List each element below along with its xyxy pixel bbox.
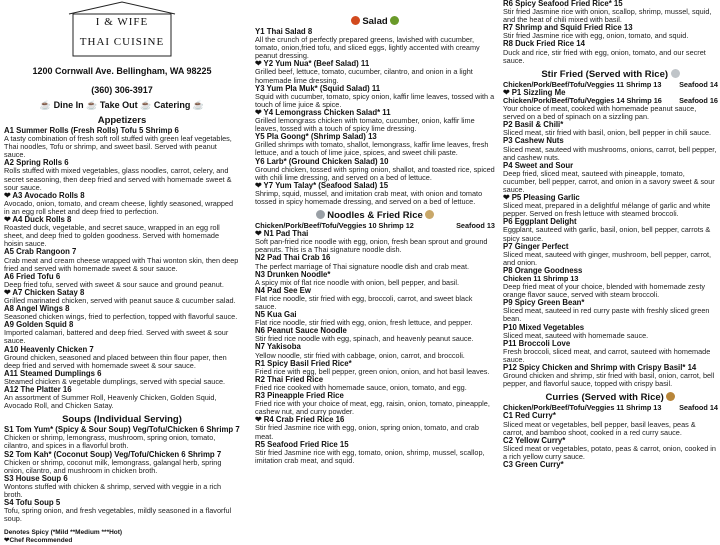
- menu-item: [255, 271, 495, 287]
- menu-item-description: Tofu, spring onion, and fresh vegetables, mildly seasoned in a flavorful soup.: [4, 506, 232, 524]
- menu-item: [255, 376, 495, 392]
- menu-item-name: Y5 Pla Goong* (Shrimp Salad) 13: [255, 132, 377, 142]
- middle-column: [255, 0, 495, 465]
- menu-item: [255, 28, 495, 60]
- menu-item-description: Deep fried, sliced meat, sauteed with pineapple, tomato, cucumber, bell pepper, carrot, and onion in a savory sweet & sour sauce.: [503, 168, 715, 194]
- menu-item: [503, 89, 718, 121]
- menu-item-description: Sliced meat, sauteed with ginger, mushroom, bell pepper, carrot, and onion.: [503, 249, 712, 267]
- menu-item: [503, 267, 718, 299]
- menu-item-name: ❤ Y2 Yum Nua* (Beef Salad) 11: [255, 59, 370, 69]
- legend-chef: ❤Chef Recommended: [4, 537, 73, 545]
- menu-item-name: N2 Pad Thai Crab 16: [255, 253, 331, 263]
- menu-item-name: ❤ P1 Sizzling Me: [503, 87, 566, 97]
- menu-item-description: Grilled beef, lettuce, tomato, cucumber, cilantro, and onion in a light homemade lime dressing.: [255, 67, 473, 85]
- menu-item-name: R2 Thai Fried Rice: [255, 374, 324, 384]
- noodles-heading: Noodles & Fried Rice: [327, 210, 423, 222]
- left-column: [4, 0, 240, 545]
- menu-item: [503, 340, 718, 364]
- menu-item-name: R1 Spicy Basil Fried Rice*: [255, 358, 352, 368]
- menu-item-name: Y3 Yum Pla Muk* (Squid Salad) 11: [255, 83, 381, 93]
- bowl-icon: [316, 210, 325, 219]
- menu-item-description: Sliced meat, prepared in a delightful mélange of garlic and white pepper. Served on fresh lettuce with steamed broccoli.: [503, 201, 711, 219]
- menu-item-name: N3 Drunken Noodle*: [255, 269, 331, 279]
- menu-item-description: Sliced meat, sauteed with mushrooms, onions, carrot, bell pepper, and cashew nuts.: [503, 144, 717, 162]
- menu-item: [4, 370, 240, 386]
- menu-item: [4, 248, 240, 272]
- menu-item: [255, 85, 495, 109]
- menu-item: [255, 343, 495, 359]
- menu-item-name: P10 Mixed Vegetables: [503, 322, 585, 332]
- menu-item-name: N6 Peanut Sauce Noodle: [255, 326, 347, 336]
- leaf-icon: [390, 16, 399, 25]
- soups-heading: Soups (Individual Serving): [62, 414, 182, 426]
- menu-item: [503, 121, 718, 137]
- menu-item-description: Deep fried meat of your choice, blended with homemade zesty orange flavor sauce, served with steam broccoli.: [503, 282, 705, 300]
- menu-item-description: Sliced meat or vegetables, bell pepper, basil leaves, peas & carrot, and bamboo shoot, cooked in a red curry sauce.: [503, 419, 696, 437]
- service-options: ☕ Dine In ☕ Take Out ☕ Catering ☕: [39, 100, 205, 110]
- menu-item-description: Fried rice with your choice of meat, egg, raisin, onion, tomato, pineapple, cashew nut, and curry powder.: [255, 399, 490, 417]
- menu-item-name: Y6 Larb* (Ground Chicken Salad) 10: [255, 156, 389, 166]
- menu-item: [503, 194, 718, 218]
- menu-item: [255, 287, 495, 311]
- menu-item-description: Chicken or shrimp, lemongrass, mushroom, spring onion, tomato, cilantro, and spices in a flavorful broth.: [4, 433, 216, 451]
- restaurant-phone: (360) 306-3917: [91, 85, 153, 95]
- menu-item-description: Fried rice cooked with homemade sauce, onion, tomato, and egg.: [255, 382, 467, 392]
- menu-item: [255, 311, 495, 327]
- menu-item-name: R6 Spicy Seafood Fried Rice* 15: [503, 0, 623, 8]
- menu-item-description: Fresh broccoli, sliced meat, and carrot, sauteed with homemade sauce.: [503, 346, 711, 364]
- menu-item-description: Duck and rice, stir fried with egg, onion, tomato, and our secret sauce.: [503, 47, 706, 65]
- menu-item: [503, 162, 718, 194]
- menu-item: [255, 158, 495, 182]
- menu-item: [4, 159, 240, 191]
- menu-item-description: Steamed chicken & vegetable dumplings, served with special sauce.: [4, 376, 226, 386]
- menu-item: [255, 60, 495, 84]
- menu-item-name: ❤ A7 Chicken Satay 8: [4, 287, 85, 297]
- menu-item-description: Chicken or shrimp, coconut milk, lemongrass, galangal herb, spring onion, cilantro, and mushroom in chicken broth.: [4, 457, 222, 475]
- menu-item: [255, 230, 495, 254]
- menu-item-description: Ground chicken and shrimp, stir fried with basil, onion, carrot, bell pepper, and flavorful sauce, topped with crispy basil.: [503, 371, 715, 389]
- menu-item: [4, 127, 240, 159]
- menu-item-description: Sliced meat or vegetables, potato, peas & carrot, onion, cooked in a rich yellow curry sauce.: [503, 443, 716, 461]
- menu-item: [4, 321, 240, 345]
- menu-item-name: C3 Green Curry*: [503, 459, 564, 469]
- menu-item-name: ❤ Y4 Lemongrass Chicken Salad* 11: [255, 107, 391, 117]
- menu-item-description: Fried rice with egg, bell pepper, green onion, onion, and hot basil leaves.: [255, 366, 490, 376]
- menu-item: [255, 416, 495, 440]
- menu-item-description: Deep fried tofu, served with sweet & sour sauce and ground peanut.: [4, 279, 224, 289]
- menu-item: [503, 243, 718, 267]
- menu-item-name: C1 Red Curry*: [503, 411, 556, 421]
- menu-item-description: Sliced meat, sauteed with homemade sauce.: [503, 330, 649, 340]
- menu-item: [4, 386, 240, 410]
- menu-item-description: Sliced meat, stir fried with basil, onion, bell pepper in chili sauce.: [503, 128, 712, 138]
- menu-item-description: Stir fried Jasmine rice with egg, tomato, onion, shrimp, mussel, scallop, imitation crab meat, and squid.: [255, 447, 485, 465]
- plate-icon: [671, 69, 680, 78]
- menu-item-description: Eggplant, sauteed with garlic, basil, onion, bell pepper, carrots & spicy sauce.: [503, 225, 711, 243]
- menu-item-name: A10 Heavenly Chicken 7: [4, 344, 94, 354]
- menu-item-name: A11 Steamed Dumplings 6: [4, 368, 102, 378]
- salad-heading: Salad: [362, 16, 388, 27]
- menu-item-name: A9 Golden Squid 8: [4, 320, 74, 330]
- menu-item-name: P4 Sweet and Sour: [503, 160, 574, 170]
- logo-name-line1: I & WIFE: [95, 16, 149, 28]
- house-outline-icon: [57, 0, 187, 58]
- menu-item: [503, 218, 718, 242]
- menu-item: [255, 133, 495, 157]
- noodles-price-row: Chicken/Pork/Beef/Tofu/Veggies 10 Shrimp 12 Seafood 13: [255, 221, 495, 231]
- menu-item-name: S4 Tofu Soup 5: [4, 498, 61, 508]
- menu-item-description: Crab meat and cream cheese wrapped with Thai wonton skin, then deep fried and served with homemade sweet & sour sauce.: [4, 255, 239, 273]
- menu-item-description: Roasted duck, vegetable, and secret sauce, wrapped in an egg roll sheet, and deep fried to golden goodness. Served with homemade hoisin sauce.: [4, 223, 220, 249]
- menu-item-name: S1 Tom Yum* (Spicy & Sour Soup) Veg/Tofu/Chicken 6 Shrimp 7: [4, 425, 240, 435]
- menu-item-description: Stir fried Jasmine rice with onion, scallop, shrimp, mussel, squid, and the heat of chili mixed with basil.: [503, 7, 712, 25]
- menu-item-description: The perfect marriage of Thai signature noodle dish and crab meat.: [255, 261, 470, 271]
- menu-item-name: P11 Broccoli Love: [503, 338, 571, 348]
- menu-item: [4, 426, 240, 450]
- appetizers-heading: Appetizers: [97, 115, 147, 126]
- menu-item-name: R5 Seafood Fried Rice 15: [255, 439, 349, 449]
- menu-item-price: Chicken 11 Shrimp 13: [503, 274, 579, 283]
- menu-item-name: ❤ Y7 Yum Talay* (Seafood Salad) 15: [255, 180, 389, 190]
- menu-item-name: P3 Cashew Nuts: [503, 136, 564, 146]
- curries-price-row: Chicken/Pork/Beef/Tofu/Veggies 11 Shrimp 13 Seafood 14: [503, 403, 718, 413]
- menu-item: [4, 499, 240, 523]
- curry-bowl-icon: [666, 392, 675, 401]
- menu-item: [255, 327, 495, 343]
- menu-item: [503, 40, 718, 64]
- menu-item: [255, 182, 495, 206]
- menu-item-name: ❤ N1 Pad Thai: [255, 229, 309, 239]
- menu-item-description: Ground chicken, tossed with spring onion, shallot, and toasted rice, spiced with chili lime dressing, and served on a bed of lettuce.: [255, 164, 495, 182]
- menu-item-name: N7 Yakisoba: [255, 342, 301, 352]
- menu-item-description: Flat rice noodle, stir fried with egg, broccoli, carrot, and sweet black sauce.: [255, 293, 473, 311]
- stirfried-price-row: Chicken/Pork/Beef/Tofu/Veggies 11 Shrimp 13 Seafood 14: [503, 79, 718, 89]
- stirfried-heading: Stir Fried (Served with Rice): [541, 68, 669, 80]
- menu-item: [4, 346, 240, 370]
- menu-item-description: Soft pan-fried rice noodle with egg, onion, fresh bean sprout and ground peanuts. This is a Thai signature noodle dish.: [255, 237, 488, 255]
- legend-spicy: Denotes Spicy (*Mild **Medium ***Hot): [4, 529, 123, 537]
- menu-item-description: Grilled shrimps with tomato, shallot, lemongrass, kaffir lime leaves, fresh lettuce, and a touch of lime juice, spices, and sweet chili paste.: [255, 140, 489, 158]
- menu-item: [4, 451, 240, 475]
- menu-item-description: Stir fried Jasmine rice with egg, onion, spring onion, tomato, and crab meat.: [255, 423, 479, 441]
- menu-item: [255, 109, 495, 133]
- menu-item-description: Imported calamari, battered and deep fried. Served with sweet & sour sauce.: [4, 328, 229, 346]
- menu-item-price: Chicken/Pork/Beef/Tofu/Veggies 14 Shrimp 16 Seafood 16: [503, 95, 718, 105]
- menu-item: [503, 461, 718, 469]
- menu-item-name: C2 Yellow Curry*: [503, 435, 566, 445]
- menu-item-name: A1 Summer Rolls (Fresh Rolls) Tofu 5 Shrimp 6: [4, 126, 179, 135]
- menu-item-name: R8 Duck Fried Rice 14: [503, 39, 585, 49]
- menu-item: [4, 216, 240, 248]
- menu-item-name: P12 Spicy Chicken and Shrimp with Crispy Basil* 14: [503, 363, 697, 373]
- menu-item: [503, 324, 718, 340]
- menu-item-name: A2 Spring Rolls 6: [4, 158, 69, 168]
- menu-item: [255, 254, 495, 270]
- menu-item: [503, 412, 718, 436]
- menu-item-name: ❤ A4 Duck Rolls 8: [4, 215, 72, 225]
- menu-item: [255, 360, 495, 376]
- menu-item-description: An assortment of Summer Roll, Heavenly Chicken, Golden Squid, Avocado Roll, and Chicken Satay.: [4, 393, 217, 411]
- menu-item-description: Shrimp, squid, mussel, and imitation crab meat, with onion and tomato tossed in spicy homemade dressing, and served on a bed of lettuce.: [255, 188, 483, 206]
- menu-item: [503, 24, 718, 40]
- menu-item-description: All the crunch of perfectly prepared greens, lavished with cucumber, tomato, onion,fried tofu, and sliced eggs, lightly accented with creamy peanut dressing.: [255, 35, 480, 61]
- menu-item-name: R7 Shrimp and Squid Fried Rice 13: [503, 23, 633, 33]
- menu-item-name: ❤ A3 Avocado Rolls 8: [4, 190, 85, 200]
- menu-item-name: N4 Pad See Ew: [255, 285, 311, 295]
- menu-item-name: ❤ P5 Pleasing Garlic: [503, 193, 580, 203]
- menu-item-description: Sliced meat, sauteed in red curry paste with freshly sliced green bean.: [503, 306, 710, 324]
- restaurant-address: 1200 Cornwall Ave. Bellingham, WA 98225: [32, 66, 212, 76]
- menu-item-name: P8 Orange Goodness: [503, 265, 583, 275]
- menu-item-name: R3 Pineapple Fried Rice: [255, 391, 344, 401]
- menu-item-name: P7 Ginger Perfect: [503, 241, 569, 251]
- menu-item-name: P6 Eggplant Delight: [503, 217, 577, 227]
- menu-item-description: A spicy mix of flat rice noodle with onion, bell pepper, and basil.: [255, 277, 460, 287]
- menu-item-name: A8 Angel Wings 8: [4, 304, 70, 314]
- menu-item-description: Your choice of meat, cooked with homemade peanut sauce, served on a bed of spinach on a sizzling pan.: [503, 104, 697, 122]
- logo-name-line2: THAI CUISINE: [79, 36, 165, 48]
- menu-item: [255, 392, 495, 416]
- menu-item-description: Stir fried rice noodle with egg, spinach, and heavenly peanut sauce.: [255, 334, 474, 344]
- menu-item-description: Squid with cucumber, tomato, spicy onion, kaffir lime leaves, tossed with a touch of lime juice & spice.: [255, 91, 495, 109]
- menu-item-name: N5 Kua Gai: [255, 310, 297, 320]
- menu-item-name: S2 Tom Kah* (Coconut Soup) Veg/Tofu/Chicken 6 Shrimp 7: [4, 449, 222, 459]
- menu-item-name: P9 Spicy Green Bean*: [503, 298, 585, 308]
- menu-item-description: Ground chicken, seasoned and placed between thin flour paper, then deep fried and served with homemade sweet & sour sauce.: [4, 352, 227, 370]
- menu-item-description: Wontons stuffed with chicken & shrimp, served with veggie in a rich broth.: [4, 481, 222, 500]
- menu-item-description: A tasty combination of fresh soft roll stuffed with green leaf vegetables, Thai noodles, Tofu or shrimp, and sweet basil. Served with peanut sauce.: [4, 134, 232, 160]
- tomato-icon: [351, 16, 360, 25]
- menu-item-description: Flat rice noodle, stir fried with egg, onion, fresh lettuce, and pepper.: [255, 318, 473, 328]
- menu-item: [503, 364, 718, 388]
- menu-item-name: A6 Fried Tofu 6: [4, 271, 61, 281]
- menu-item-description: Seasoned chicken wings, fried to perfection, topped with flavorful sauce.: [4, 312, 238, 322]
- menu-item-description: Grilled marinated chicken, served with peanut sauce & cucumber salad.: [4, 295, 236, 305]
- menu-item-description: Stir fried Jasmine rice with egg, onion, tomato, and squid.: [503, 31, 689, 41]
- menu-item-name: S3 House Soup 6: [4, 473, 68, 483]
- menu-item-name: ❤ R4 Crab Fried Rice 16: [255, 415, 345, 425]
- menu-item: [4, 273, 240, 289]
- menu-item-description: Avocado, onion, tomato, and cream cheese, lightly seasoned, wrapped in an egg roll sheet and deep fried to perfection.: [4, 198, 234, 216]
- right-column: [503, 0, 718, 469]
- menu-item: [4, 289, 240, 305]
- menu-item: [4, 192, 240, 216]
- noodle-bowl-icon: [425, 210, 434, 219]
- menu-item: [503, 437, 718, 461]
- menu-item-name: A12 The Platter 16: [4, 385, 72, 394]
- menu-item-name: Y1 Thai Salad 8: [255, 27, 313, 36]
- menu-item: [503, 299, 718, 323]
- menu-item: [255, 441, 495, 465]
- menu-item: [503, 137, 718, 161]
- curries-heading: Curries (Served with Rice): [545, 392, 664, 404]
- menu-item: [4, 475, 240, 499]
- menu-item-description: Grilled lemongrass chicken with tomato, cucumber, onion, kaffir lime leaves, tossed with a touch of spicy lime dressing.: [255, 116, 475, 134]
- menu-item-name: A5 Crab Rangoon 7: [4, 247, 77, 257]
- menu-item-description: Yellow noodle, stir fried with cabbage, onion, carrot, and broccoli.: [255, 350, 465, 360]
- menu-item: [503, 0, 718, 24]
- menu-item: [4, 305, 240, 321]
- restaurant-logo: [57, 0, 187, 58]
- menu-item-description: Rolls stuffed with mixed vegetables, glass noodles, carrot, celery, and secret seasoning, then deep fried and served with homemade sweet & sour sauce.: [4, 166, 232, 192]
- menu-item-name: P2 Basil & Chili*: [503, 120, 564, 130]
